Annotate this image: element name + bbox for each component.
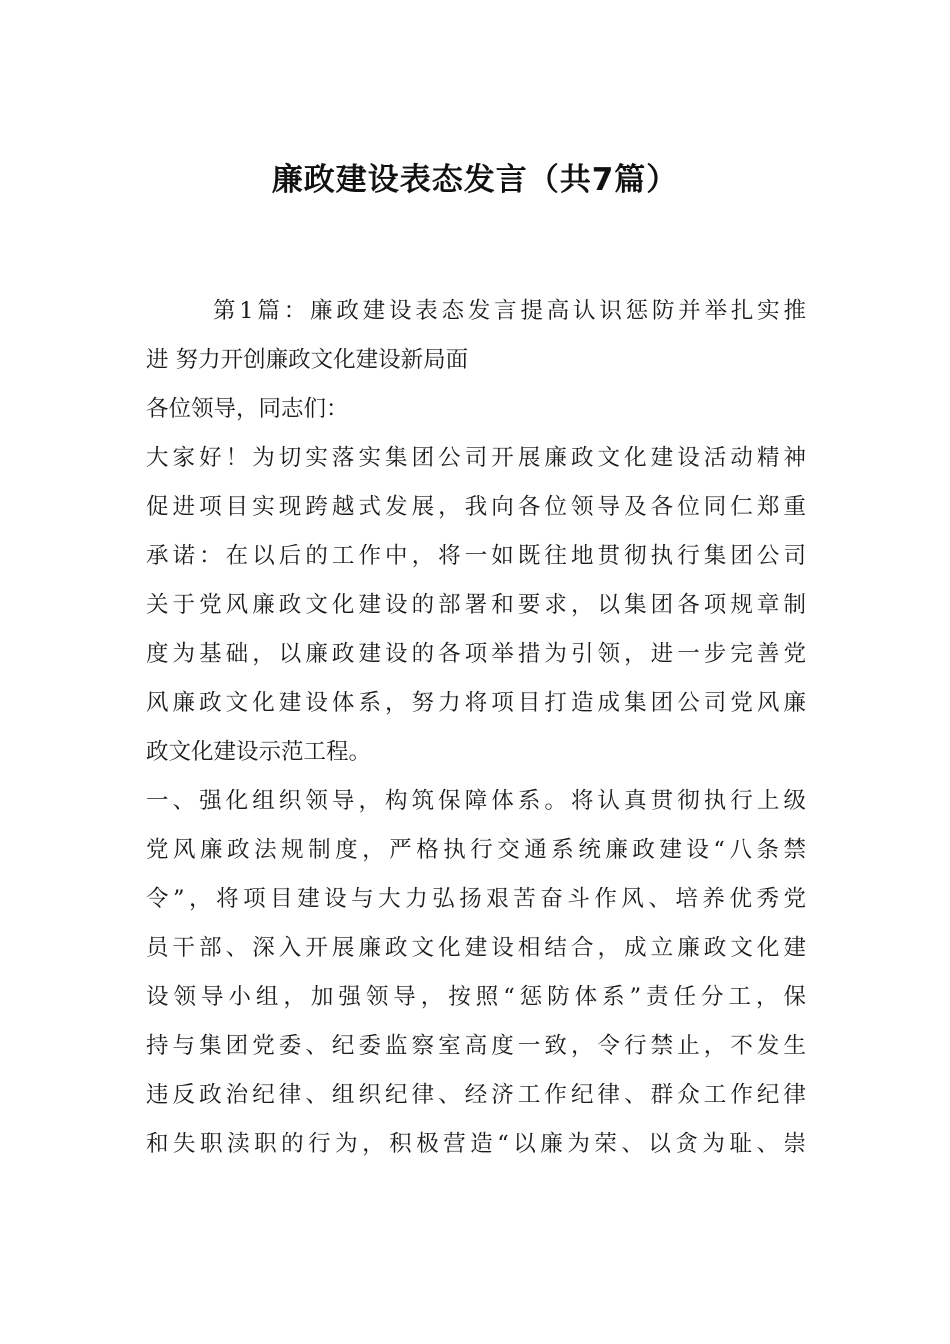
body-line: 进 努力开创廉政文化建设新局面	[146, 347, 469, 373]
body-line: 各位领导，同志们：	[146, 396, 349, 422]
document-title: 廉政建设表态发言（共7篇）	[271, 162, 679, 198]
body-line: 大家好！为切实落实集团公司开展廉政文化建设活动精神	[146, 445, 806, 471]
body-line: 设领导小组，加强领导，按照“惩防体系”责任分工，保	[146, 984, 806, 1010]
body-line: 一、强化组织领导，构筑保障体系。将认真贯彻执行上级	[146, 788, 806, 814]
body-line: 党风廉政法规制度，严格执行交通系统廉政建设“八条禁	[146, 837, 806, 863]
body-line: 第1篇：廉政建设表态发言提高认识惩防并举扎实推	[213, 298, 806, 324]
body-line: 令”，将项目建设与大力弘扬艰苦奋斗作风、培养优秀党	[146, 886, 806, 912]
body-line: 关于党风廉政文化建设的部署和要求，以集团各项规章制	[146, 592, 806, 618]
body-line: 和失职渎职的行为，积极营造“以廉为荣、以贪为耻、崇	[146, 1131, 806, 1157]
body-line: 员干部、深入开展廉政文化建设相结合，成立廉政文化建	[146, 935, 806, 961]
body-line: 促进项目实现跨越式发展，我向各位领导及各位同仁郑重	[146, 494, 806, 520]
body-line: 政文化建设示范工程。	[146, 739, 372, 765]
body-line: 度为基础，以廉政建设的各项举措为引领，进一步完善党	[146, 641, 806, 667]
body-line: 违反政治纪律、组织纪律、经济工作纪律、群众工作纪律	[146, 1082, 806, 1108]
body-line: 风廉政文化建设体系，努力将项目打造成集团公司党风廉	[146, 690, 806, 716]
body-line: 承诺：在以后的工作中，将一如既往地贯彻执行集团公司	[146, 543, 806, 569]
body-line: 持与集团党委、纪委监察室高度一致，令行禁止，不发生	[146, 1033, 806, 1059]
